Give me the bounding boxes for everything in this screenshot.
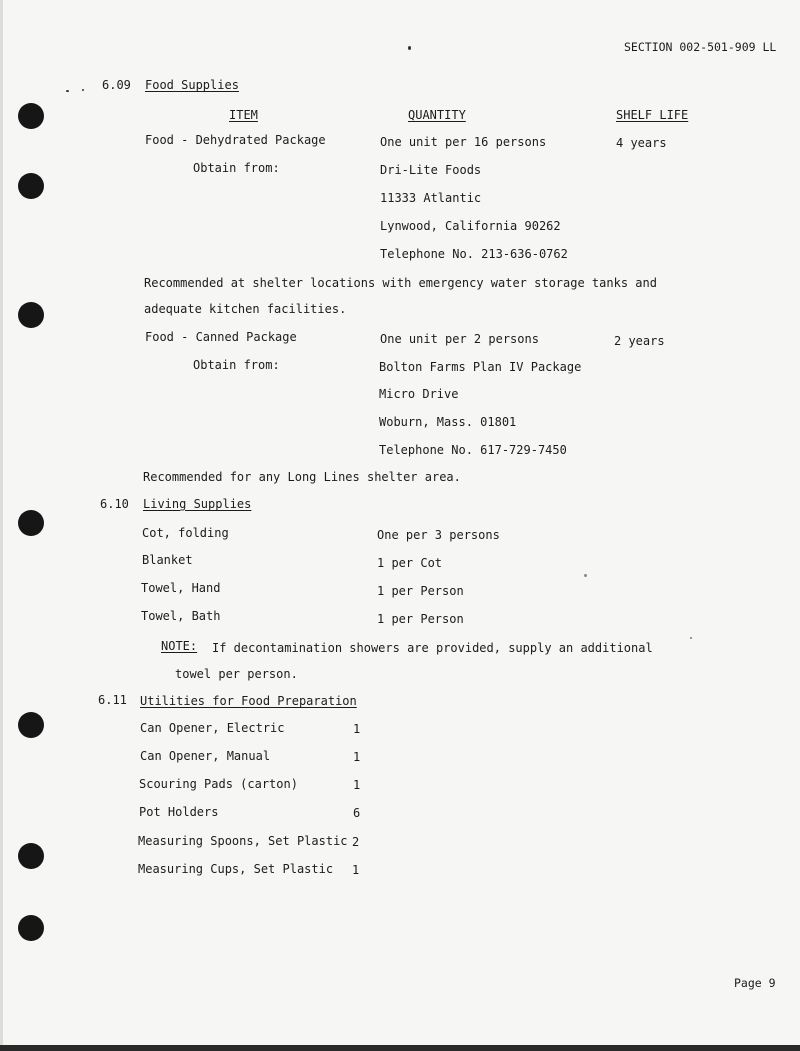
column-header-item: ITEM <box>229 108 258 122</box>
column-header-quantity: QUANTITY <box>408 108 466 122</box>
list-item-quantity: 2 <box>352 835 360 849</box>
recommendation-text: Recommended for any Long Lines shelter area. <box>143 470 461 484</box>
column-header-shelf-life: SHELF LIFE <box>616 108 689 122</box>
section-number: 6.11 <box>98 693 127 707</box>
section-title: Living Supplies <box>143 497 252 511</box>
section-title: Utilities for Food Preparation <box>140 694 357 708</box>
binder-hole <box>18 843 44 869</box>
list-item-name: Cot, folding <box>142 526 229 540</box>
recommendation-text: Recommended at shelter locations with emergency water storage tanks and <box>144 276 657 290</box>
item-name: Food - Dehydrated Package <box>145 133 326 147</box>
section-number: 6.09 <box>102 78 131 92</box>
supplier-name: Bolton Farms Plan IV Package <box>379 360 582 374</box>
list-item-name: Can Opener, Manual <box>140 749 271 763</box>
binder-hole <box>18 103 44 129</box>
recommendation-text: adequate kitchen facilities. <box>144 302 347 316</box>
supplier-street: Micro Drive <box>379 387 459 401</box>
supplier-telephone: Telephone No. 213-636-0762 <box>380 247 568 261</box>
binder-hole <box>18 915 44 941</box>
item-name: Food - Canned Package <box>145 330 297 344</box>
list-item-name: Towel, Hand <box>141 581 221 595</box>
list-item-name: Scouring Pads (carton) <box>139 777 298 791</box>
list-item-quantity: One per 3 persons <box>377 528 500 542</box>
binder-hole <box>18 510 44 536</box>
item-quantity: One unit per 2 persons <box>380 332 539 346</box>
note-text: If decontamination showers are provided, supply an additional <box>212 641 653 655</box>
list-item-name: Blanket <box>142 553 193 567</box>
obtain-from-label: Obtain from: <box>193 161 280 175</box>
list-item-name: Can Opener, Electric <box>140 721 285 735</box>
note-label: NOTE: <box>161 639 198 653</box>
list-item-name: Pot Holders <box>139 805 219 819</box>
binder-hole <box>18 302 44 328</box>
supplier-telephone: Telephone No. 617-729-7450 <box>379 443 567 457</box>
page-number: Page 9 <box>734 976 776 990</box>
scan-speck <box>66 90 69 92</box>
list-item-quantity: 1 per Person <box>377 584 464 598</box>
list-item-quantity: 6 <box>353 806 361 820</box>
list-item-quantity: 1 <box>353 778 361 792</box>
list-item-quantity: 1 <box>352 863 360 877</box>
scan-speck <box>690 637 692 639</box>
list-item-name: Towel, Bath <box>141 609 221 623</box>
binder-hole <box>18 712 44 738</box>
list-item-quantity: 1 <box>353 750 361 764</box>
list-item-quantity: 1 per Person <box>377 612 464 626</box>
scan-speck <box>408 46 411 50</box>
supplier-city: Woburn, Mass. 01801 <box>379 415 517 429</box>
scan-speck <box>82 89 84 91</box>
section-title: Food Supplies <box>145 78 239 92</box>
scan-speck <box>584 574 587 577</box>
item-quantity: One unit per 16 persons <box>380 135 547 149</box>
list-item-name: Measuring Spoons, Set Plastic <box>138 834 348 848</box>
list-item-quantity: 1 <box>353 722 361 736</box>
supplier-street: 11333 Atlantic <box>380 191 482 205</box>
page-bottom-edge <box>0 1045 800 1051</box>
list-item-name: Measuring Cups, Set Plastic <box>138 862 334 876</box>
note-text: towel per person. <box>175 667 298 681</box>
item-shelf-life: 4 years <box>616 136 667 150</box>
obtain-from-label: Obtain from: <box>193 358 280 372</box>
binder-hole <box>18 173 44 199</box>
section-header: SECTION 002-501-909 LL <box>624 40 777 54</box>
list-item-quantity: 1 per Cot <box>377 556 443 570</box>
item-shelf-life: 2 years <box>614 334 665 348</box>
supplier-name: Dri-Lite Foods <box>380 163 482 177</box>
supplier-city: Lynwood, California 90262 <box>380 219 561 233</box>
section-number: 6.10 <box>100 497 129 511</box>
page-left-edge <box>0 0 3 1051</box>
